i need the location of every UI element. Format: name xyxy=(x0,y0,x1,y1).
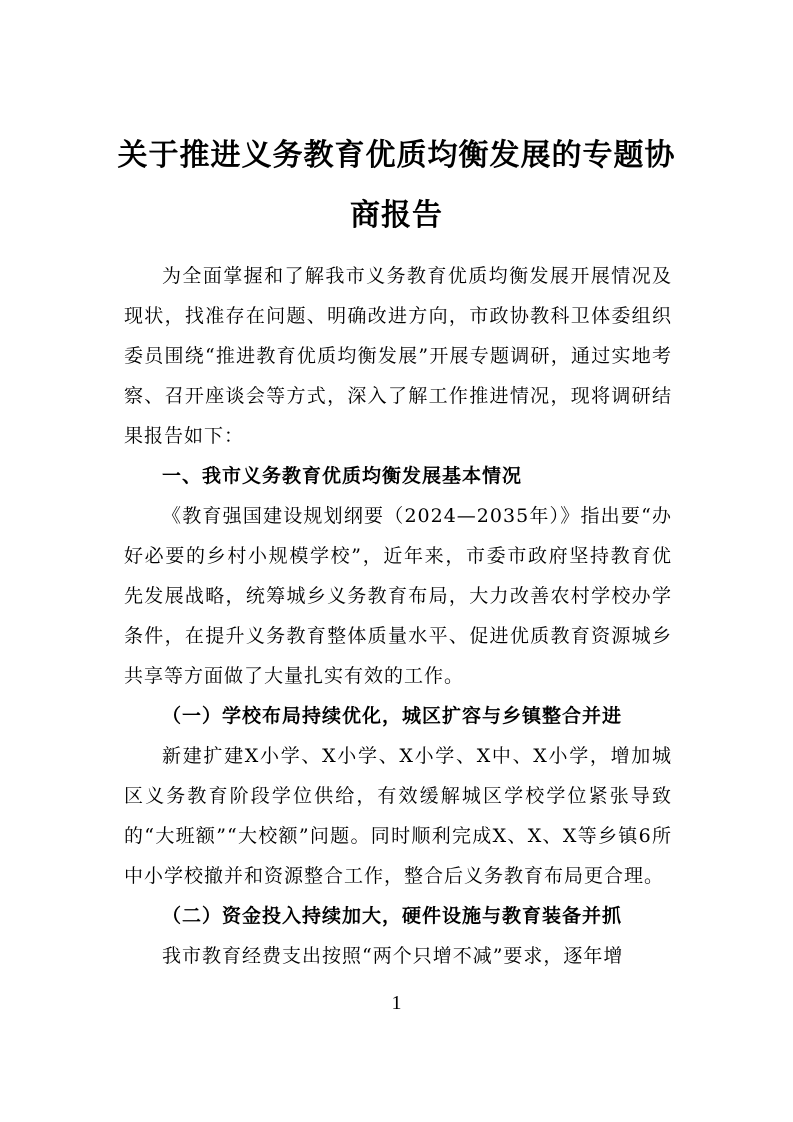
body-paragraph: 《教育强国建设规划纲要（2024—2035年）》指出要“办好必要的乡村小规模学校”，近年来，市委市政府坚持教育优先发展战略，统筹城乡义务教育布局，大力改善农村学校办学条件，在提升义务教育整体质量水平、促进优质教育资源城乡共享等方面做了大量扎实有效的工作。 xyxy=(124,505,672,687)
body-paragraph: 新建扩建X小学、X小学、X小学、X中、X小学，增加城区义务教育阶段学位供给，有效缓解城区学校学位紧张导致的“大班额”“大校额”问题。同时顺利完成X、X、X等乡镇6所中小学校撤并和资源整合工作，整合后义务教育布局更合理。 xyxy=(124,745,672,887)
section-heading: 一、我市义务教育优质均衡发展基本情况 xyxy=(162,465,523,487)
title-line-1: 关于推进义务教育优质均衡发展的专题协 xyxy=(117,138,676,173)
document-body xyxy=(124,256,672,976)
body-paragraph: 我市教育经费支出按照“两个只增不减”要求，逐年增 xyxy=(162,945,624,967)
intro-paragraph: 为全面掌握和了解我市义务教育优质均衡发展开展情况及现状，找准存在问题、明确改进方向，市政协教科卫体委组织委员围绕“推进教育优质均衡发展”开展专题调研，通过实地考察、召开座谈会等方式，深入了解工作推进情况，现将调研结果报告如下： xyxy=(124,265,672,447)
title-line-2: 商报告 xyxy=(350,198,443,233)
page-number: 1 xyxy=(391,992,402,1014)
subsection-heading: （一）学校布局持续优化，城区扩容与乡镇整合并进 xyxy=(162,705,623,727)
document-title xyxy=(110,126,683,246)
subsection-heading: （二）资金投入持续加大，硬件设施与教育装备并抓 xyxy=(162,905,623,927)
